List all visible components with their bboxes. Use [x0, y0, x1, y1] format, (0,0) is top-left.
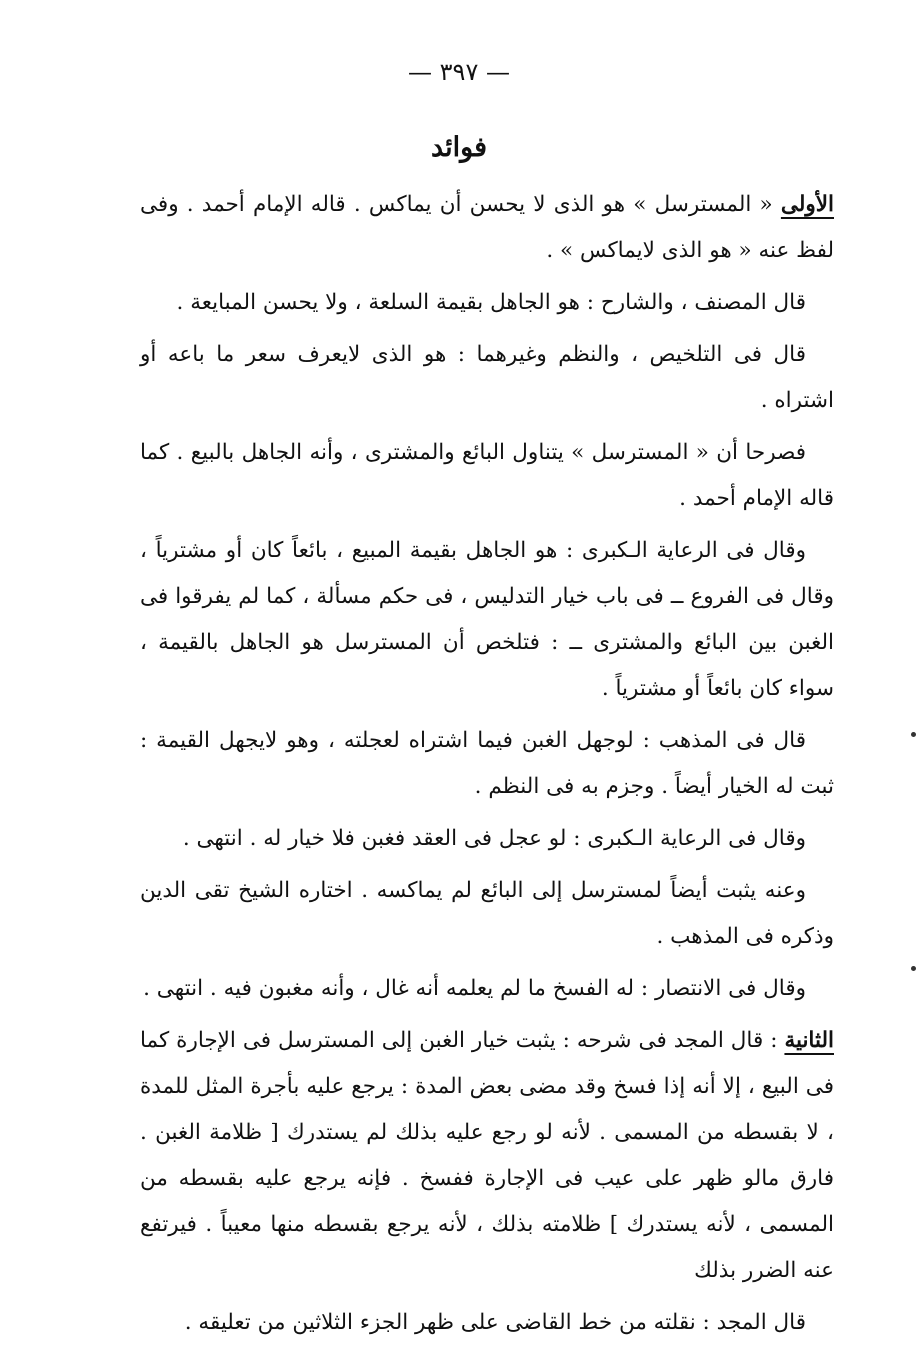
body-text	[140, 182, 834, 1352]
paragraph-text: وعنه يثبت أيضاً لمسترسل إلى البائع لم يماكسه . اختاره الشيخ تقى الدين وذكره فى المذهب .	[140, 878, 834, 949]
point-label: الثانية	[784, 1028, 834, 1053]
margin-mark	[911, 732, 916, 737]
page-number: — ٣٩٧ —	[408, 58, 510, 86]
paragraph-text: وقال فى الرعاية الـكبرى : لو عجل فى العقد فغبن فلا خيار له . انتهى .	[182, 826, 806, 851]
paragraph	[140, 868, 834, 960]
paragraph	[140, 430, 834, 522]
paragraph	[140, 332, 834, 424]
paragraph-text: فصرحا أن « المسترسل » يتناول البائع والمشترى ، وأنه الجاهل بالبيع . كما قاله الإمام أحمد .	[140, 440, 834, 511]
paragraph	[140, 280, 834, 326]
paragraph	[140, 528, 834, 712]
paragraph-text: قال المصنف ، والشارح : هو الجاهل بقيمة السلعة ، ولا يحسن المبايعة .	[176, 290, 806, 315]
paragraph	[140, 1018, 834, 1294]
paragraph-text: قال فى التلخيص ، والنظم وغيرهما : هو الذى لايعرف سعر ما باعه أو اشتراه .	[140, 342, 834, 413]
paragraph	[140, 718, 834, 810]
paragraph-text: قال المجد : نقلته من خط القاضى على ظهر الجزء الثلاثين من تعليقه .	[184, 1310, 806, 1335]
paragraph	[140, 1300, 834, 1346]
paragraph-text: : قال المجد فى شرحه : يثبت خيار الغبن إلى المسترسل فى الإجارة كما فى البيع ، إلا أنه إذا فسخ وقد مضى بعض المدة : يرجع عليه بأجرة المثل للمدة ، لا بقسطه من المسمى . لأنه لو رجع عليه بذلك لم يستدرك [ ظلامة الغبن . فارق مالو ظهر على عيب فى الإجارة ففسخ . فإنه يرجع عليه بقسطه من المسمى ، لأنه يستدرك ] ظلامته بذلك ، لأنه يرجع بقسطه منها معيباً . فيرتفع عنه الضرر بذلك	[140, 1028, 834, 1283]
paragraph-text: وقال فى الانتصار : له الفسخ ما لم يعلمه أنه غال ، وأنه مغبون فيه . انتهى .	[143, 976, 806, 1001]
paragraph	[140, 816, 834, 862]
paragraph-text: قال فى المذهب : لوجهل الغبن فيما اشتراه لعجلته ، وهو لايجهل القيمة : ثبت له الخيار أيضاً . وجزم به فى النظم .	[140, 728, 834, 799]
point-label: الأولى	[780, 192, 834, 217]
paragraph	[140, 966, 834, 1012]
section-heading: فوائد	[430, 132, 488, 163]
paragraph	[140, 182, 834, 274]
margin-mark	[911, 966, 916, 971]
paragraph-text: وقال فى الرعاية الـكبرى : هو الجاهل بقيمة المبيع ، بائعاً كان أو مشترياً ، وقال فى الفروع ــ فى باب خيار التدليس ، فى حكم مسألة ، كما لم يفرقوا فى الغبن بين البائع والمشترى ــ : فتلخص أن المسترسل هو الجاهل بالقيمة ، سواء كان بائعاً أو مشترياً .	[140, 538, 834, 701]
paragraph-text: « المسترسل » هو الذى لا يحسن أن يماكس . قاله الإمام أحمد . وفى لفظ عنه « هو الذى لايماكس » .	[140, 192, 834, 263]
